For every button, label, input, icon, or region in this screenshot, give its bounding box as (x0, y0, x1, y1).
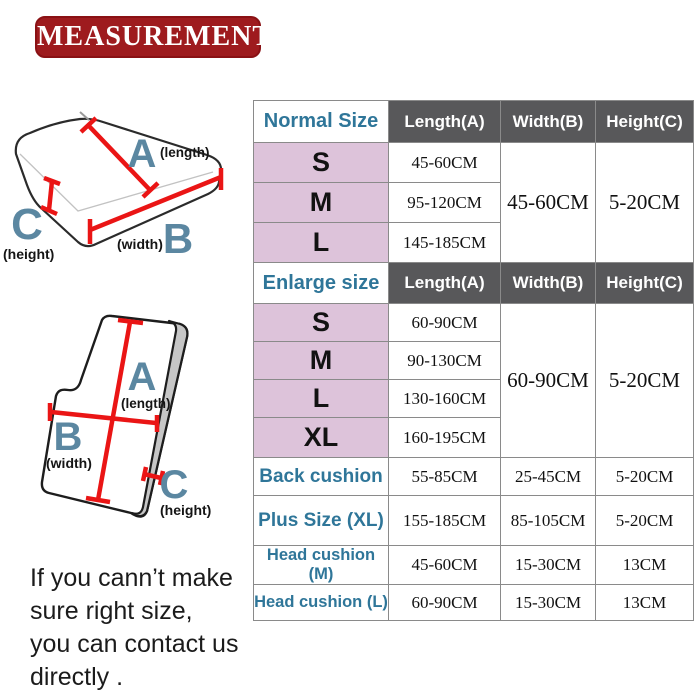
table-row (254, 304, 694, 342)
height-cell: 13CM (596, 585, 694, 621)
normal-header-row (254, 101, 694, 143)
row-label: Plus Size (XL) (254, 496, 389, 546)
note-line: If you cann’t make (30, 564, 233, 592)
height-cell: 5-20CM (596, 496, 694, 546)
seat-label-a: A (127, 132, 157, 176)
length-cell: 90-130CM (389, 342, 501, 380)
size-cell: XL (254, 418, 389, 458)
row-label: Back cushion (254, 458, 389, 496)
back-label-c-sub: (height) (160, 502, 212, 518)
enlarge-section-label: Enlarge size (254, 263, 389, 304)
length-cell: 160-195CM (389, 418, 501, 458)
note-line: you can contact us (30, 630, 239, 658)
table-row (254, 585, 694, 621)
seat-label-a-sub: (length) (160, 145, 210, 160)
size-cell: L (254, 223, 389, 263)
height-cell: 5-20CM (596, 458, 694, 496)
back-label-b-sub: (width) (46, 455, 92, 471)
length-cell: 60-90CM (389, 585, 501, 621)
table-row (254, 546, 694, 585)
column-header-width: Width(B) (501, 101, 596, 143)
seat-label-b: B (162, 215, 194, 262)
length-cell: 60-90CM (389, 304, 501, 342)
height-merged-cell: 5-20CM (596, 143, 694, 263)
enlarge-header-row (254, 263, 694, 304)
width-cell: 15-30CM (501, 546, 596, 585)
width-merged-cell: 60-90CM (501, 304, 596, 458)
width-cell: 25-45CM (501, 458, 596, 496)
column-header-width: Width(B) (501, 263, 596, 304)
size-cell: M (254, 183, 389, 223)
back-label-b: B (53, 415, 83, 459)
length-cell: 155-185CM (389, 496, 501, 546)
length-cell: 55-85CM (389, 458, 501, 496)
seat-label-c: C (11, 200, 43, 249)
column-header-length: Length(A) (389, 263, 501, 304)
back-label-c: C (159, 463, 189, 507)
back-label-a-sub: (length) (121, 396, 171, 411)
seat-cushion-diagram (0, 88, 250, 280)
length-cell: 45-60CM (389, 546, 501, 585)
note-line: directly . (30, 663, 124, 691)
length-cell: 45-60CM (389, 143, 501, 183)
row-label: Head cushion (M) (254, 546, 389, 585)
size-cell: S (254, 304, 389, 342)
page-title: MEASUREMENT (35, 16, 261, 58)
size-cell: S (254, 143, 389, 183)
length-cell: 95-120CM (389, 183, 501, 223)
seat-label-c-sub: (height) (3, 246, 55, 262)
normal-section-label: Normal Size (254, 101, 389, 143)
length-cell: 130-160CM (389, 380, 501, 418)
table-row (254, 496, 694, 546)
contact-note (30, 562, 238, 694)
length-cell: 145-185CM (389, 223, 501, 263)
table-row (254, 458, 694, 496)
height-merged-cell: 5-20CM (596, 304, 694, 458)
table-row (254, 143, 694, 183)
size-cell: M (254, 342, 389, 380)
width-merged-cell: 45-60CM (501, 143, 596, 263)
width-cell: 15-30CM (501, 585, 596, 621)
size-cell: L (254, 380, 389, 418)
column-header-height: Height(C) (596, 101, 694, 143)
row-label: Head cushion (L) (254, 585, 389, 621)
note-line: sure right size, (30, 597, 193, 625)
size-table (253, 100, 694, 621)
width-cell: 85-105CM (501, 496, 596, 546)
column-header-length: Length(A) (389, 101, 501, 143)
back-label-a: A (127, 355, 157, 399)
seat-label-b-sub: (width) (117, 236, 163, 252)
column-header-height: Height(C) (596, 263, 694, 304)
height-cell: 13CM (596, 546, 694, 585)
back-cushion-diagram (0, 278, 250, 550)
